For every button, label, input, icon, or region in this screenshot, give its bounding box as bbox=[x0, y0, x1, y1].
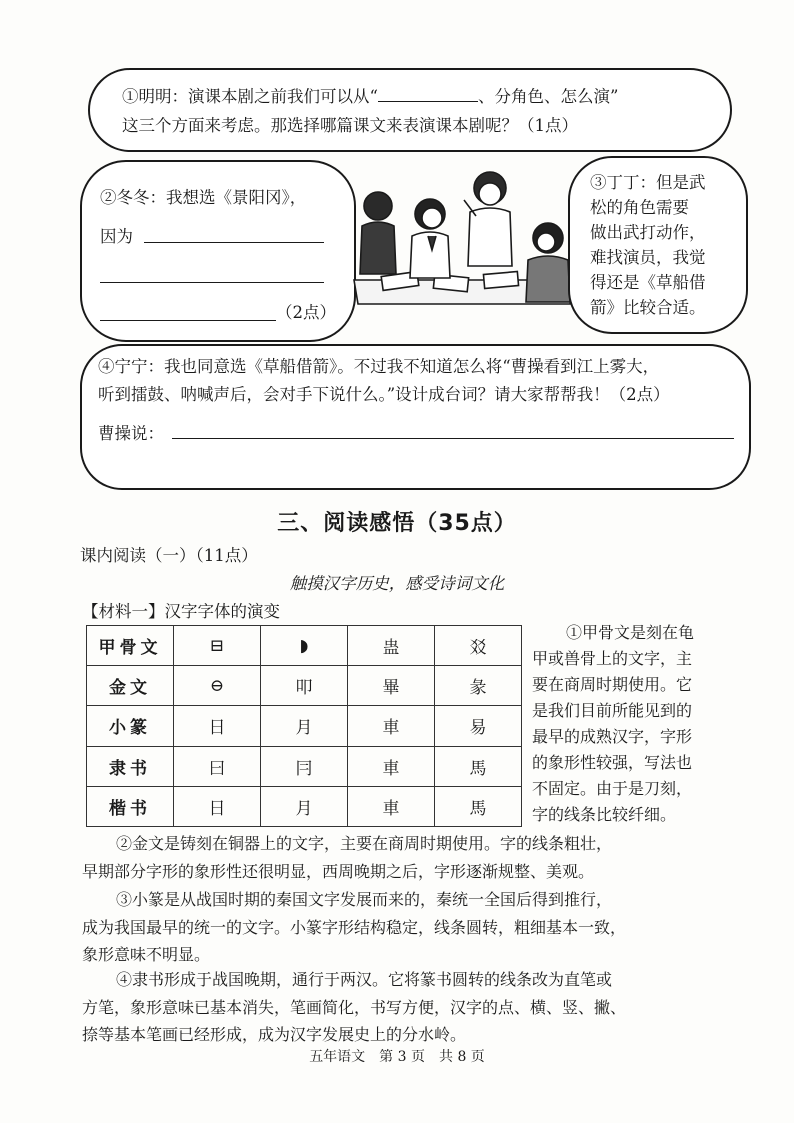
page-footer: 五年语文 第 3 页 共 8 页 bbox=[309, 1049, 485, 1065]
reading-heading: 触摸汉字历史，感受诗词文化 bbox=[289, 574, 505, 593]
bubble1-line2: 这三个方面来考虑。那选择哪篇课文来表演课本剧呢？（1点） bbox=[122, 116, 578, 135]
table-row: 金文 ⊖ 叩 畢 彖 bbox=[87, 666, 522, 706]
small-seal-paragraph: ③小篆是从战国时期的秦国文字发展而来的，秦统一全国后得到推行， 成为我国最早的统一的文字。小篆字形结构稳定，线条圆转，粗细基本一致， 象形意味不明显。 bbox=[82, 890, 627, 964]
bubble1-line1: ①明明：演课本剧之前我们可以从“ 、分角色、怎么演” bbox=[122, 87, 619, 106]
table-row: 隶书 曰 冃 車 馬 bbox=[87, 746, 522, 786]
answer-line-2b[interactable] bbox=[100, 282, 324, 283]
material1-label: 【材料一】汉字字体的演变 bbox=[82, 602, 280, 621]
bubble4-line2: 听到擂鼓、呐喊声后，会对手下说什么。”设计成台词？请大家帮帮我！（2点） bbox=[98, 385, 670, 404]
bubble3-text: ③丁丁：但是武 松的角色需要 做出武打动作， 难找演员，我觉 得还是《草船借 箭》比较合适。 bbox=[590, 173, 706, 317]
section-subtitle: 课内阅读（一）（11点） bbox=[80, 546, 258, 565]
oracle-bone-paragraph: ①甲骨文是刻在龟 甲或兽骨上的文字，主 要在商周时期使用。它 是我们目前所能见到的 最早的成熟汉字，字形 的象形性较强，写法也 不固定。由于是刀刻， 字的线条比较纤细。 bbox=[532, 623, 695, 824]
answer-line-2c[interactable] bbox=[100, 320, 276, 321]
answer-blank-1[interactable] bbox=[378, 101, 478, 102]
bronze-script-paragraph: ②金文是铸刻在铜器上的文字，主要在商周时期使用。字的线条粗壮， 早期部分字形的象形性还很明显，西周晚期之后，字形逐渐规整、美观。 bbox=[82, 834, 613, 881]
bubble2-points: （2点） bbox=[276, 303, 336, 322]
caocao-label: 曹操说： bbox=[98, 424, 164, 443]
script-evolution-table bbox=[86, 625, 522, 827]
table-row: 小篆 日 月 車 易 bbox=[87, 706, 522, 746]
clerical-script-paragraph: ④隶书形成于战国晚期，通行于两汉。它将篆书圆转的线条改为直笔或 方笔，象形意味已基本消失，笔画简化，书写方便，汉字的点、横、竖、撇、 捺等基本笔画已经形成，成为汉字发展史上的分水岭。 bbox=[82, 970, 627, 1044]
table-row: 甲骨文 ⊟ ◗ 蛊 㸚 bbox=[87, 626, 522, 666]
bubble2-line1: ②冬冬：我想选《景阳冈》， bbox=[100, 188, 307, 207]
bubble2-because: 因为 bbox=[100, 227, 133, 246]
answer-line-2a[interactable] bbox=[144, 242, 324, 243]
bubble4-line1: ④宁宁：我也同意选《草船借箭》。不过我不知道怎么将“曹操看到江上雾大， bbox=[98, 357, 660, 376]
caocao-answer-line[interactable] bbox=[172, 438, 734, 439]
table-row: 楷书 日 月 車 馬 bbox=[87, 786, 522, 826]
children-discussion-illustration bbox=[352, 170, 576, 310]
section-title: 三、阅读感悟（35点） bbox=[277, 511, 517, 536]
